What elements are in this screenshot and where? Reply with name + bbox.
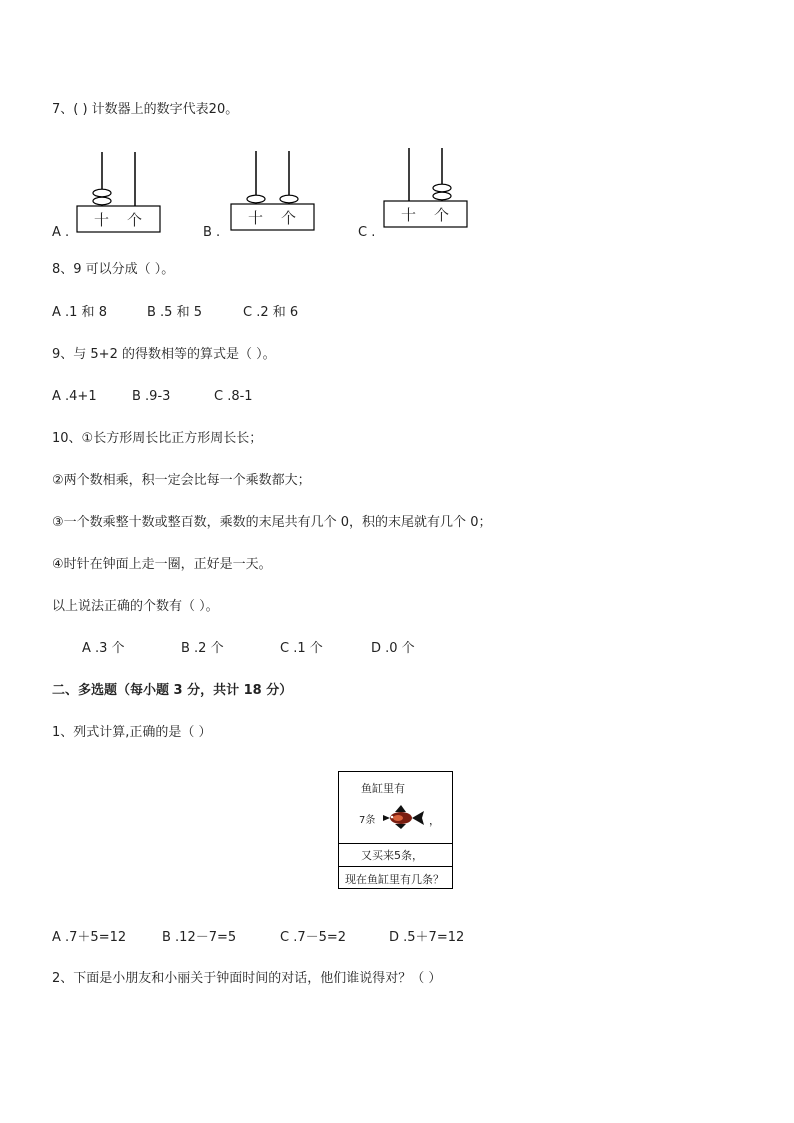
q7-c-ones-bead <box>433 184 451 192</box>
q10-statement-2: ②两个数相乘，积一定会比每一个乘数都大； <box>52 473 311 488</box>
section-heading: 二、多选题（每小题 3 分，共计 18 分） <box>52 683 293 698</box>
q9-option-a: A .4+1 <box>52 389 97 404</box>
box-line-1: 鱼缸里有 <box>361 782 405 795</box>
q7-option-c-abacus <box>382 144 472 230</box>
q7-option-a-label: A . <box>52 225 70 240</box>
m2-stem: 2、下面是小朋友和小丽关于钟面时间的对话，他们谁说得对？（ ） <box>52 971 442 986</box>
q8-option-a: A .1 和 8 <box>52 305 107 320</box>
q10-statement-4: ④时针在钟面上走一圈，正好是一天。 <box>52 557 272 572</box>
q7-option-b-label: B . <box>203 225 221 240</box>
q10-option-d: D .0 个 <box>371 641 415 656</box>
q7-a-tens-bead <box>93 189 111 197</box>
q7-a-tens-bead <box>93 197 111 205</box>
q7-c-ones-label: 个 <box>434 206 450 224</box>
box-line-4: 现在鱼缸里有几条？ <box>345 873 444 886</box>
q9-option-b: B .9-3 <box>132 389 171 404</box>
q7-option-b-abacus <box>229 147 319 233</box>
q10-statement-3: ③一个数乘整十数或整百数，乘数的末尾共有几个 0，积的末尾就有几个 0； <box>52 515 492 530</box>
q7-b-ones-bead <box>280 195 298 203</box>
q7-b-tens-label: 十 <box>248 209 264 227</box>
q7-stem: 7、( ) 计数器上的数字代表20。 <box>52 102 239 117</box>
q10-stem: 10、①长方形周长比正方形周长长； <box>52 431 263 446</box>
fish-icon <box>379 805 427 829</box>
q7-b-tens-bead <box>247 195 265 203</box>
q9-stem: 9、与 5+2 的得数相等的算式是（ ）。 <box>52 347 276 362</box>
q8-stem: 8、9 可以分成（ ）。 <box>52 262 175 277</box>
box-line-3: 又买来5条， <box>361 849 423 862</box>
q7-option-c-label: C . <box>358 225 376 240</box>
q9-option-c: C .8-1 <box>214 389 253 404</box>
q10-option-c: C .1 个 <box>280 641 323 656</box>
box-comma: ， <box>429 814 440 827</box>
q7-b-ones-label: 个 <box>281 209 297 227</box>
m1-option-a: A .7＋5=12 <box>52 930 127 945</box>
q10-option-b: B .2 个 <box>181 641 224 656</box>
q10-question: 以上说法正确的个数有（ ）。 <box>52 599 219 614</box>
m1-stem: 1、列式计算,正确的是（ ） <box>52 725 212 740</box>
q8-option-c: C .2 和 6 <box>243 305 299 320</box>
q7-option-a-abacus <box>75 148 165 234</box>
q7-c-tens-label: 十 <box>401 206 417 224</box>
box-divider <box>339 843 452 844</box>
fish-tank-problem-box <box>338 771 453 889</box>
q7-a-tens-label: 十 <box>94 211 110 229</box>
m1-option-d: D .5＋7=12 <box>389 930 465 945</box>
box-line-2: 7条 <box>359 815 376 826</box>
m1-option-c: C .7－5=2 <box>280 930 347 945</box>
q7-a-ones-label: 个 <box>127 211 143 229</box>
q8-option-b: B .5 和 5 <box>147 305 202 320</box>
box-divider <box>339 866 452 867</box>
q10-option-a: A .3 个 <box>82 641 125 656</box>
q7-c-ones-bead <box>433 192 451 200</box>
m1-option-b: B .12－7=5 <box>162 930 237 945</box>
